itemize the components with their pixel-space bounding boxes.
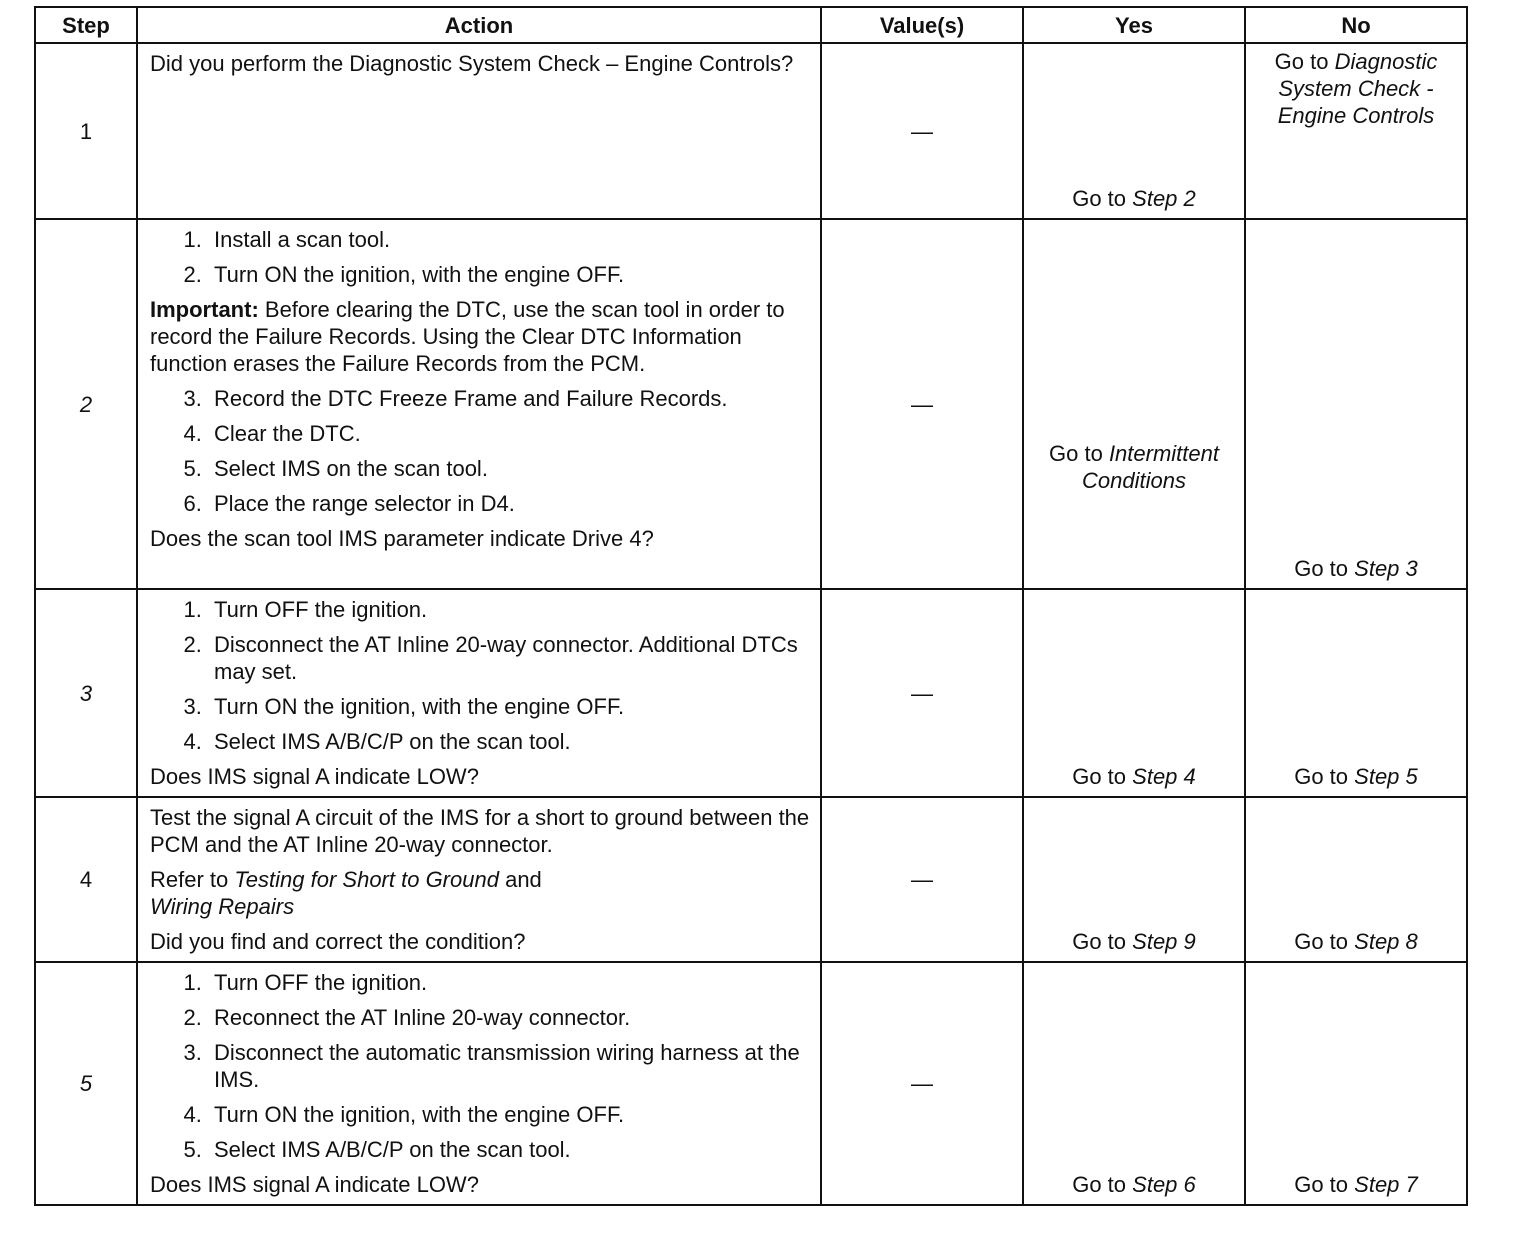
yes-prefix: Go to xyxy=(1072,1172,1127,1197)
yes-cell xyxy=(1023,589,1245,797)
no-link[interactable]: Diagnostic System Check - Engine Controls xyxy=(1277,49,1438,128)
action-list xyxy=(150,385,810,517)
no-cell xyxy=(1245,962,1467,1205)
step-number: 1 xyxy=(35,43,137,219)
step-number: 4 xyxy=(35,797,137,962)
action-list-item: 3. Turn ON the ignition, with the engine OFF. xyxy=(208,693,810,720)
header-action: Action xyxy=(137,7,821,43)
value-cell xyxy=(821,589,1023,797)
action-cell xyxy=(137,962,821,1205)
step-number: 3 xyxy=(35,589,137,797)
yes-cell xyxy=(1023,43,1245,219)
yes-link[interactable]: Step 6 xyxy=(1132,1172,1196,1197)
action-list-item: 4. Turn ON the ignition, with the engine OFF. xyxy=(208,1101,810,1128)
important-text: Before clearing the DTC, use the scan tool in order to record the Failure Records. Using the Clear DTC Information function erases the Failure Records from the PCM. xyxy=(150,297,785,376)
important-label: Important: xyxy=(150,297,259,322)
step-number: 5 xyxy=(35,962,137,1205)
step-row-3 xyxy=(35,589,1467,797)
header-no: No xyxy=(1245,7,1467,43)
no-link[interactable]: Step 7 xyxy=(1354,1172,1418,1197)
action-list-item: 6. Place the range selector in D4. xyxy=(208,490,810,517)
value-dash: — xyxy=(911,1071,933,1096)
header-step: Step xyxy=(35,7,137,43)
action-list-item: 5. Select IMS A/B/C/P on the scan tool. xyxy=(208,1136,810,1163)
no-prefix: Go to xyxy=(1274,49,1329,74)
diagnostic-table xyxy=(34,6,1468,1206)
action-list-item: 5. Select IMS on the scan tool. xyxy=(208,455,810,482)
header-row xyxy=(35,7,1467,43)
action-list-item: 4. Select IMS A/B/C/P on the scan tool. xyxy=(208,728,810,755)
no-prefix: Go to xyxy=(1294,764,1349,789)
no-cell xyxy=(1245,43,1467,219)
value-dash: — xyxy=(911,118,933,144)
step-row-1 xyxy=(35,43,1467,219)
important-note xyxy=(150,296,810,377)
action-cell xyxy=(137,797,821,962)
value-dash: — xyxy=(911,867,933,892)
no-prefix: Go to xyxy=(1294,929,1349,954)
yes-prefix: Go to xyxy=(1049,441,1103,466)
action-question: Does the scan tool IMS parameter indicate Drive 4? xyxy=(150,526,654,551)
yes-link[interactable]: Step 4 xyxy=(1132,764,1196,789)
step-number: 2 xyxy=(35,219,137,589)
action-text: Did you perform the Diagnostic System Check – Engine Controls? xyxy=(150,51,794,76)
yes-cell xyxy=(1023,219,1245,589)
action-list xyxy=(150,969,810,1163)
refer-text xyxy=(150,866,810,920)
action-list-item: 3. Disconnect the automatic transmission wiring harness at the IMS. xyxy=(208,1039,810,1093)
action-list-item: 2. Turn ON the ignition, with the engine OFF. xyxy=(208,261,810,288)
no-link[interactable]: Step 3 xyxy=(1354,556,1418,581)
value-cell xyxy=(821,219,1023,589)
no-link[interactable]: Step 5 xyxy=(1354,764,1418,789)
yes-cell xyxy=(1023,962,1245,1205)
yes-prefix: Go to xyxy=(1072,186,1127,211)
action-list-item: 2. Disconnect the AT Inline 20-way connector. Additional DTCs may set. xyxy=(208,631,810,685)
refer-link-wiring-repairs[interactable]: Wiring Repairs xyxy=(150,894,295,919)
action-question: Does IMS signal A indicate LOW? xyxy=(150,764,479,789)
step-row-2 xyxy=(35,219,1467,589)
refer-link-short-to-ground[interactable]: Testing for Short to Ground xyxy=(234,867,499,892)
no-cell xyxy=(1245,589,1467,797)
header-yes: Yes xyxy=(1023,7,1245,43)
value-cell xyxy=(821,43,1023,219)
refer-and: and xyxy=(505,867,542,892)
action-list-item: 1. Turn OFF the ignition. xyxy=(208,969,810,996)
action-cell xyxy=(137,219,821,589)
no-cell xyxy=(1245,219,1467,589)
no-cell xyxy=(1245,797,1467,962)
no-prefix: Go to xyxy=(1294,1172,1349,1197)
no-prefix: Go to xyxy=(1294,556,1349,581)
step-row-5 xyxy=(35,962,1467,1205)
action-question: Did you find and correct the condition? xyxy=(150,929,526,954)
no-link[interactable]: Step 8 xyxy=(1354,929,1418,954)
action-list-item: 4. Clear the DTC. xyxy=(208,420,810,447)
action-cell xyxy=(137,589,821,797)
yes-prefix: Go to xyxy=(1072,764,1127,789)
action-list xyxy=(150,226,810,288)
value-cell xyxy=(821,797,1023,962)
action-list-item: 1. Install a scan tool. xyxy=(208,226,810,253)
yes-cell xyxy=(1023,797,1245,962)
value-cell xyxy=(821,962,1023,1205)
action-list xyxy=(150,596,810,755)
refer-prefix: Refer to xyxy=(150,867,229,892)
action-cell xyxy=(137,43,821,219)
action-text: Test the signal A circuit of the IMS for a short to ground between the PCM and the AT Inline 20-way connector. xyxy=(150,805,810,857)
action-question: Does IMS signal A indicate LOW? xyxy=(150,1172,479,1197)
yes-link[interactable]: Step 9 xyxy=(1132,929,1196,954)
action-list-item: 2. Reconnect the AT Inline 20-way connector. xyxy=(208,1004,810,1031)
header-values: Value(s) xyxy=(821,7,1023,43)
yes-link[interactable]: Step 2 xyxy=(1132,186,1196,211)
value-dash: — xyxy=(911,391,933,417)
action-list-item: 3. Record the DTC Freeze Frame and Failure Records. xyxy=(208,385,810,412)
value-dash: — xyxy=(911,680,933,706)
yes-link[interactable]: Intermittent Conditions xyxy=(1082,441,1219,493)
step-row-4 xyxy=(35,797,1467,962)
action-list-item: 1. Turn OFF the ignition. xyxy=(208,596,810,623)
yes-prefix: Go to xyxy=(1072,929,1127,954)
